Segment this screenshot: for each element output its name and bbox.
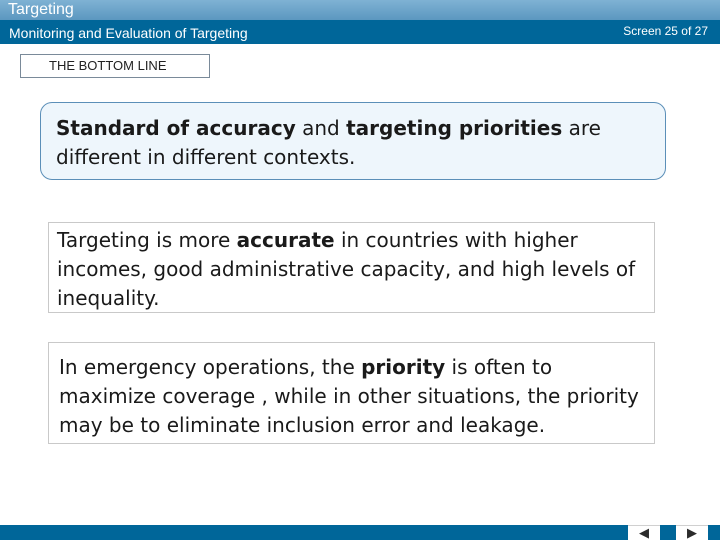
section-label: THE BOTTOM LINE bbox=[20, 54, 210, 78]
accuracy-panel bbox=[48, 222, 655, 313]
header-bar bbox=[0, 20, 720, 44]
module-title: Monitoring and Evaluation of Targeting bbox=[9, 25, 248, 41]
key-term-accuracy: Standard of accuracy bbox=[56, 116, 296, 140]
top-title-strip bbox=[0, 0, 720, 20]
footer-bar bbox=[0, 525, 720, 540]
back-button[interactable] bbox=[628, 525, 660, 540]
priority-panel bbox=[48, 342, 655, 444]
key-term-priorities: targeting priorities bbox=[346, 116, 563, 140]
accuracy-term: accurate bbox=[236, 228, 335, 252]
app-title: Targeting bbox=[8, 1, 74, 18]
priority-term: priority bbox=[361, 355, 446, 379]
next-button[interactable] bbox=[676, 525, 708, 540]
back-arrow-icon: ◀ bbox=[639, 525, 649, 541]
priority-text-rest: is often to maximize coverage , while in other situations, the priority may be to eliminate inclusion error and leakage. bbox=[59, 355, 639, 437]
key-text-rest: are different in different contexts. bbox=[56, 116, 601, 169]
forward-arrow-icon: ▶ bbox=[687, 525, 697, 541]
key-message-box bbox=[40, 102, 666, 180]
accuracy-text-rest: in countries with higher incomes, good administrative capacity, and high levels of inequality. bbox=[57, 228, 636, 310]
key-text-and: and bbox=[295, 116, 347, 140]
screen-counter: Screen 25 of 27 bbox=[623, 24, 708, 38]
accuracy-text-start: Targeting is more bbox=[57, 228, 237, 252]
priority-text-start: In emergency operations, the bbox=[59, 355, 362, 379]
